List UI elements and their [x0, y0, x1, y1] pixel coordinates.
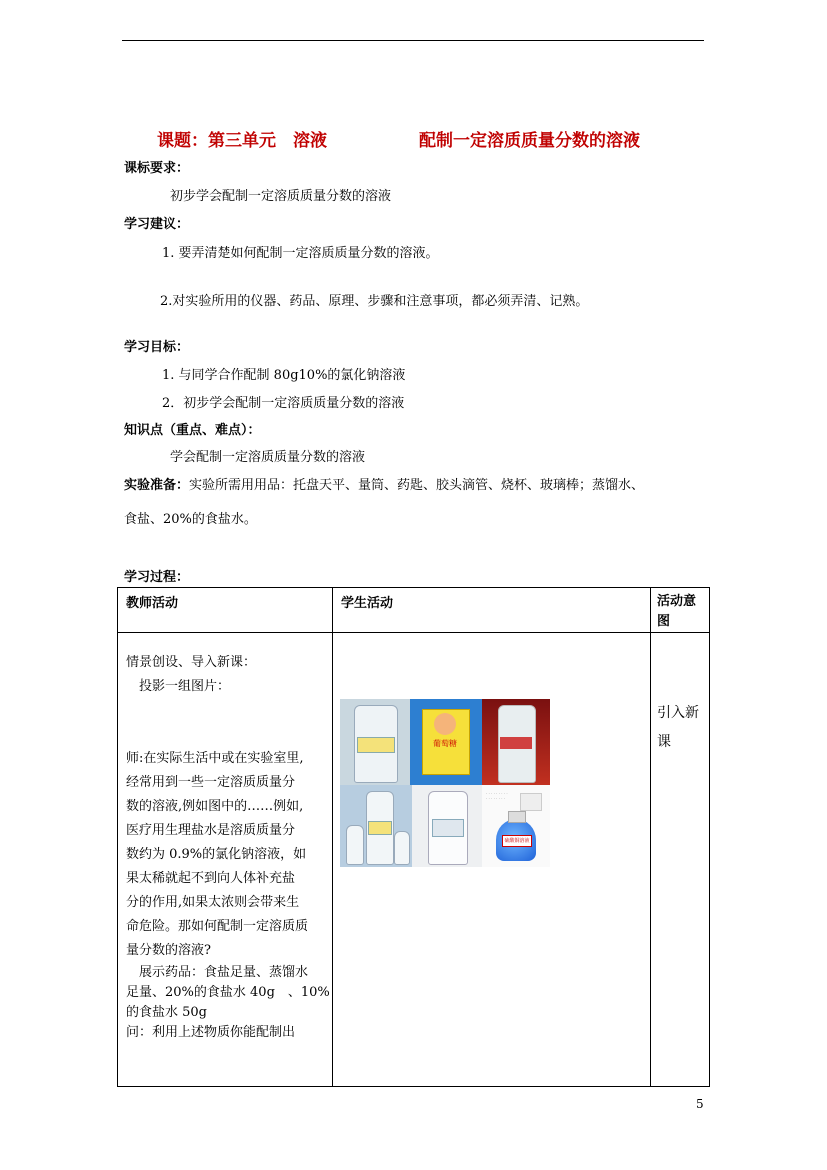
intent-cell — [651, 633, 710, 1087]
teacher-line: 医疗用生理盐水是溶质质量分 — [126, 823, 296, 838]
intent-content — [651, 633, 709, 757]
mubiao-item-2: 2．初步学会配制一定溶质质量分数的溶液 — [162, 396, 405, 411]
teacher-line: 命危险。那如何配制一定溶质质 — [126, 919, 309, 934]
zhunbei-line-2: 食盐、20%的食盐水。 — [124, 512, 257, 527]
intent-line-1: 引入新 — [657, 705, 699, 721]
header-rule — [122, 40, 704, 41]
teacher-line: 足量、20%的食盐水 40g 、10% — [126, 985, 330, 1000]
kebiao-label: 课标要求： — [124, 161, 190, 176]
solution-photo-collage — [340, 699, 550, 867]
guocheng-label: 学习过程： — [124, 570, 190, 585]
teacher-activity-cell — [118, 633, 333, 1087]
teacher-line: 分的作用,如果太浓则会带来生 — [126, 895, 300, 910]
jianyi-label: 学习建议： — [124, 217, 190, 232]
teacher-line: 投影一组图片： — [126, 679, 231, 694]
header-intent-text: 活动意图 — [657, 594, 697, 629]
teacher-line: 情景创设、导入新课： — [126, 655, 257, 670]
kebiao-text: 初步学会配制一定溶质质量分数的溶液 — [170, 189, 392, 204]
header-student: 学生活动 — [333, 588, 651, 633]
photo-glucose-box — [410, 699, 482, 785]
zhishi-label: 知识点（重点、难点）： — [124, 423, 261, 438]
photo-iv-bottle — [340, 699, 410, 785]
teacher-line: 量分数的溶液? — [126, 943, 211, 958]
mubiao-label: 学习目标： — [124, 340, 190, 355]
mubiao-item-1: 1. 与同学合作配制 80g10%的氯化钠溶液 — [162, 368, 406, 383]
zhishi-text: 学会配制一定溶质质量分数的溶液 — [170, 450, 366, 465]
glucose-label: 葡萄糖 — [433, 739, 457, 748]
teacher-line: 师:在实际生活中或在实验室里, — [126, 751, 304, 766]
header-intent — [651, 588, 710, 633]
photo-copper-sulfate — [482, 785, 550, 867]
title-topic: 配制一定溶质质量分数的溶液 — [419, 131, 640, 151]
teacher-line: 数的溶液,例如图中的……例如, — [126, 799, 304, 814]
title-unit: 课题：第三单元 溶液 — [157, 131, 327, 151]
header-teacher: 教师活动 — [118, 588, 333, 633]
photo-plastic-bottle — [412, 785, 482, 867]
copper-sulfate-label: 硫酸铜溶液 — [502, 835, 532, 847]
teacher-line — [126, 723, 332, 747]
zhunbei-line-1 — [124, 474, 644, 493]
photo-caption: · · · · · · · · · · · · · · · · · — [486, 791, 508, 801]
table-header-row — [118, 588, 710, 633]
page-number: 5 — [696, 1097, 704, 1111]
jianyi-item-1: 1. 要弄清楚如何配制一定溶质质量分数的溶液。 — [162, 246, 439, 261]
zhunbei-label: 实验准备： — [124, 478, 190, 493]
teacher-line: 果太稀就起不到向人体补充盐 — [126, 871, 296, 886]
teacher-line: 问：利用上述物质你能配制出 — [126, 1025, 296, 1040]
zhunbei-text-1: 实验所需用用品：托盘天平、量筒、药匙、胶头滴管、烧杯、玻璃棒；蒸馏水、 — [189, 478, 645, 493]
intent-line-2: 课 — [657, 734, 671, 750]
teacher-line: 展示药品：食盐足量、蒸馏水 — [126, 965, 309, 980]
page-title — [157, 126, 640, 151]
teacher-line — [126, 699, 332, 723]
teacher-line: 经常用到一些一定溶质质量分 — [126, 775, 296, 790]
teacher-activity-content — [118, 633, 332, 1086]
teacher-line: 的食盐水 50g — [126, 1005, 207, 1020]
jianyi-item-2: 2.对实验所用的仪器、药品、原理、步骤和注意事项，都必须弄清、记熟。 — [160, 294, 589, 309]
teacher-line: 数约为 0.9%的氯化钠溶液，如 — [126, 847, 307, 862]
photo-saline-bottle — [482, 699, 550, 785]
photo-bottle-set — [340, 785, 412, 867]
